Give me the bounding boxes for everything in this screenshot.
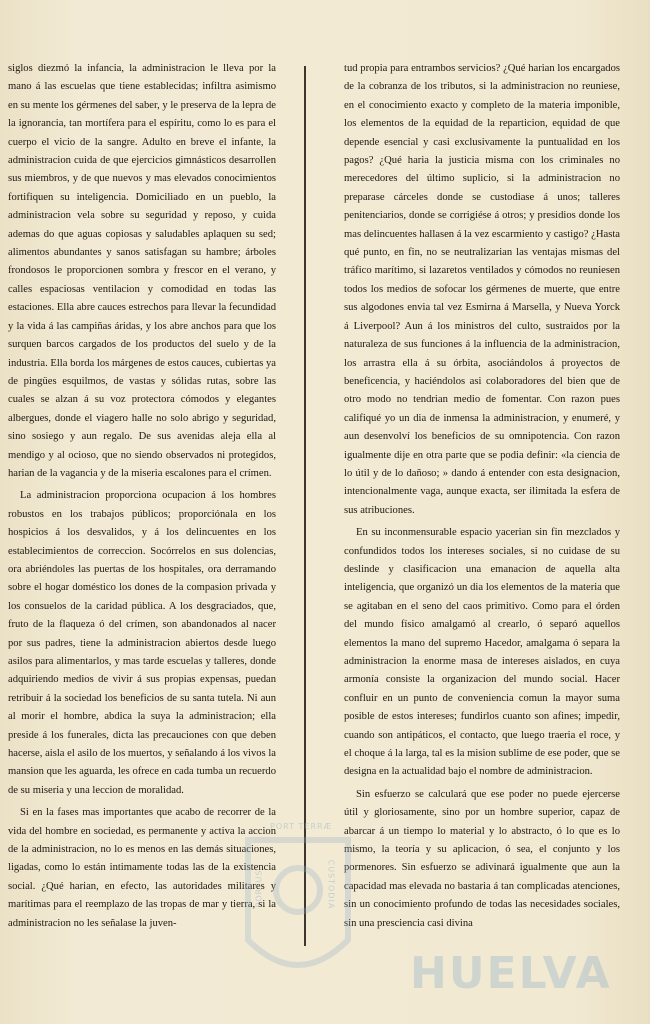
- right-paragraph-3: Sin esfuerzo se calculará que ese poder no puede ejercerse útil y gloriosamente, sino por un hombre superior, capaz de abarcar á un tiempo lo material y lo abstracto, ó lo que es lo mismo, la teoría y su aplicacion, ó sea, el conjunto y los pormenores. Sin esfuerzo se adivinará igualmente que aun la capacidad mas elevada no bastaria á tan complicadas atenciones, sin un conocimiento profundo de todas las necesidades sociales, sin una presciencia casi divina: [344, 788, 620, 929]
- right-paragraph-2: En su inconmensurable espacio yacerian sin fin mezclados y confundidos todos los intereses sociales, si no cuidase de su deslinde y clasificacion una emanacion de aquella alta inteligencia, que organizó un dia los elementos de la materia que se agitaban en el seno del caos primitivo. Como para el órden del mundo físico amalgamó al crearlo, ó separó aquellos elementos la mano del supremo Hacedor, amalgama ó separa la administracion la enorme masa de intereses aislados, en cuya armonía consiste la organizacion del mundo social. Hacer confluir en un punto de conveniencia comun la mayor suma posible de estos intereses; fundirlos cuanto son afines; impedir, cuando son antipáticos, el contacto, que luego traeria el roce, y el choque á la larga, tal es la mision sublime de ese poder, que se designa en la actualidad bajo el nombre de administracion.: [344, 527, 620, 778]
- right-paragraph-1: tud propia para entrambos servicios? ¿Qué harian los encargados de la cobranza de los tributos, si la administracion no reuniese, en el conocimiento exacto y completo de la materia imponible, los elementos de la equidad de la reparticion, equidad de que depende esencial y casi exclusivamente la puntualidad en los pagos? ¿Qué haria la justicia misma con los criminales no merecedores del último suplicio, si la administracion no preparase cárceles donde se custodiase á unos; talleres penitenciarios, donde se corrigiése á otros; y presidios donde los mas delincuentes hallasen á la vez escarmiento y castigo? ¿Hasta qué punto, en fin, no se neutralizarian las ventajas mismas del tráfico marítimo, si lazaretos ventilados y cómodos no reuniesen todos los medios de sofocar los gérmenes de muerte, que entre sus algodones envia tal vez Esmirna á Marsella, y Nueva Yorck á Liverpool? Aun á los ministros del culto, sustraidos por la naturaleza de sus funciones á la influencia de la administracion, los arrastra ella á su órbita, asociándolos á proyectos de beneficencia, y haciéndolos asi colaboradores del bien que de otro modo no tendrian medio de fomentar. Con razon pues califiqué yo un dia de inmensa la administracion, y enumeré, y aun desenvolví los beneficios de su omnipotencia. Con razon igualmente dije en otra parte que se podia definir: «la ciencia de lo útil y de lo dañoso; » dando á entender con esta designacion, intencionalmente vaga, aunque exacta, ser ilimitada la esfera de sus atribuciones.: [344, 63, 620, 516]
- anchor-icon: [276, 868, 320, 912]
- left-paragraph-1: siglos diezmó la infancia, la administracion le lleva por la mano á las escuelas que tiene establecidas; infiltra asimismo en su mente los gérmenes del saber, y le preserva de la lepra de la ignorancia, tan mortífera para el espíritu, como lo es para el cuerpo el vicio de la sangre. Adulto en breve el infante, la administracion cuida de que ejercicios gimnásticos desarrollen sus miembros, y de que nuevos y mas elevados conocimientos fortifiquen su inteligencia. Domiciliado en un pueblo, la administracion vela sobre su seguridad y reposo, y cuida ademas do que aguas copiosas y saludables aplaquen su sed; alimentos abundantes y sanos satisfagan su hambre; árboles frondosos le proporcionen sombra y frescor en el verano, y calles espaciosas ventilacion y comodidad en todas las estaciones. Ella abre cauces estrechos para llevar la fecundidad y la vida á las campiñas áridas, y los abre anchos para que los surquen barcos cargados de los productos del suelo y de la industria. Ella borda los márgenes de estos cauces, cubiertas ya de pingües esquilmos, de vastas y sólidas rutas, sobre las cuales se alzan á su voz protectora cómodos y elegantes albergues, donde el viagero halle no solo abrigo y seguridad, sino sosiego y aun regalo. De sus avenidas aleja ella al mendigo y al ocioso, que no siendo observados ni protegidos, harian de la vagancia y de la miseria escalones para el crímen.: [8, 63, 276, 479]
- watermark-top: PORT TERRÆ: [270, 822, 333, 831]
- watermark-huelva: HUELVA: [410, 948, 612, 999]
- right-column: [344, 60, 620, 933]
- left-paragraph-3: Si en la fases mas importantes que acabo de recorrer de la vida del hombre en sociedad, es permanente y activa la accion de la administracion, no lo es menos en las demás situaciones, ligadas, como lo están intimamente todas las de la existencia social. ¿Qué harian, en efecto, las autoridades militares y marítimas para el reemplazo de las tropas de mar y tierra, si la administracion no les señalase la juven-: [8, 807, 276, 929]
- watermark-side-left: PORTUS: [254, 869, 264, 908]
- watermark-side-right: CUSTODIA: [326, 859, 336, 910]
- left-column: [8, 60, 276, 933]
- left-paragraph-2: La administracion proporciona ocupacion á los hombres robustos en los trabajos públicos; proporciónala en los hospicios á los desvalidos, y á los delincuentes en los establecimientos de correccion. Socórrelos en sus dolencias, ora abriéndoles las puertas de los hospitales, ora derramando sobre el hogar doméstico los dones de la compasion privada y los consuelos de la caridad pública. A los desgraciados, que, fruto de la flaqueza ó del crímen, son abandonados al nacer por sus padres, tiene la administracion abiertos desde luego asilos para alimentarlos, y mas tarde escuelas y talleres, donde adquiriendo medios de vivir á sus propias expensas, puedan retribuir á la sociedad los beneficios de su santa tutela. Ni aun al morir el hombre, abdica la suya la administracion; ella preside á los funerales, dicta las precauciones con que deben hacerse, aisla el asilo de los muertos, y señalando á los vivos la mansion que les aguarda, les ofrece en cada tumba un recuerdo de su miseria y una leccion de moralidad.: [8, 490, 276, 796]
- column-divider: [304, 66, 306, 946]
